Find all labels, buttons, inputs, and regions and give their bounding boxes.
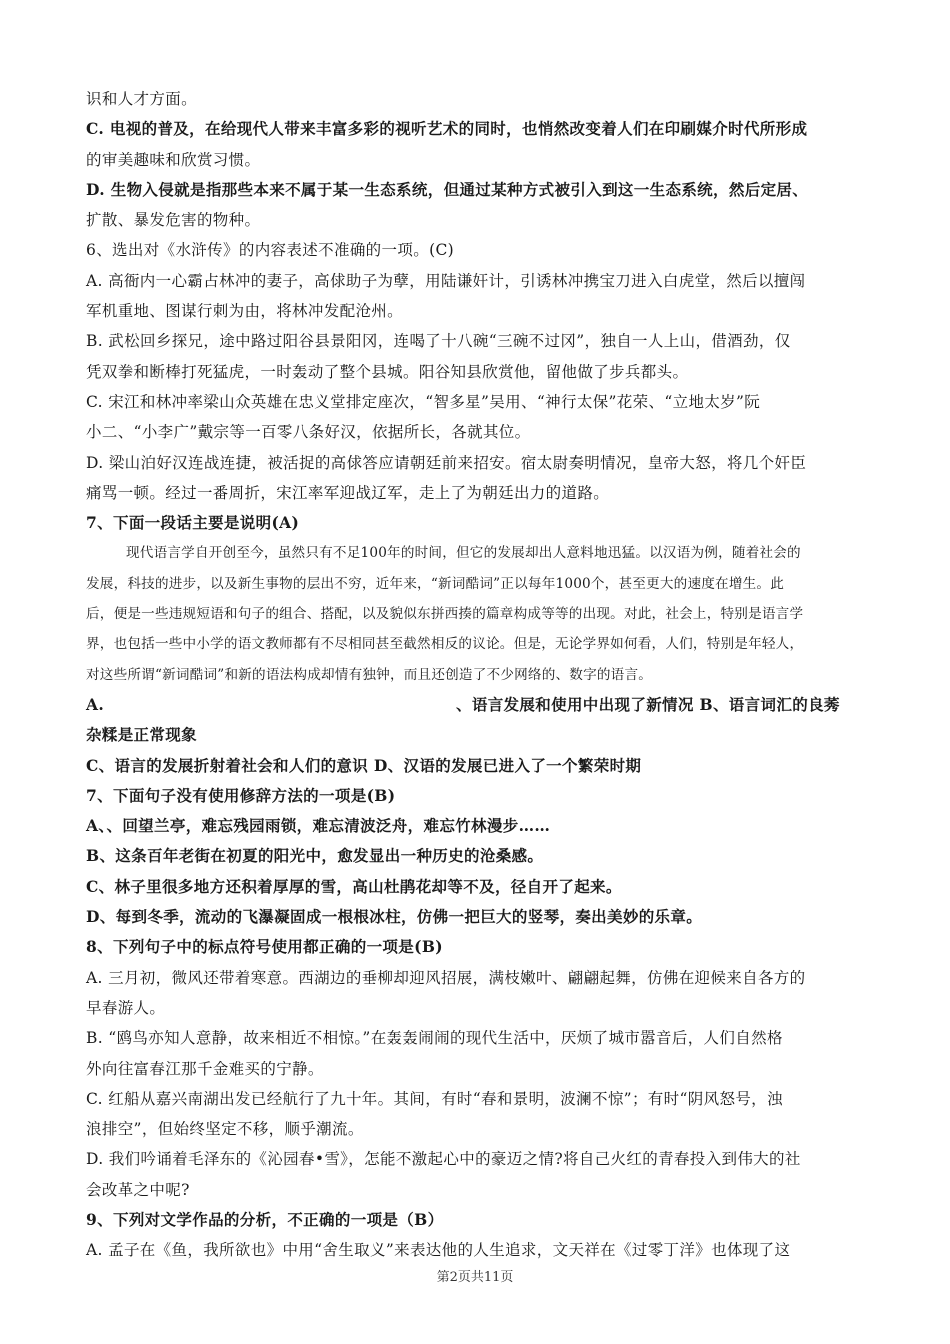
q8-option-a: A. 三月初，微风还带着寒意。西湖边的垂柳却迎风招展，满枝嫩叶、翩翩起舞，仿佛在迎候来自各方的: [86, 968, 806, 987]
text-line: 会改革之中呢?: [86, 1180, 190, 1199]
q7-option-a-label: A.: [86, 694, 105, 714]
option-c-line: C. 电视的普及，在给现代人带来丰富多彩的视听艺术的同时，也悄然改变着人们在印刷媒介时代所形成: [86, 119, 808, 139]
text-line: 军机重地、图谋行刺为由，将林冲发配沧州。: [86, 302, 404, 321]
text-line: 的审美趣味和欣赏习惯。: [86, 150, 261, 169]
q9-option-a: A. 孟子在《鱼，我所欲也》中用“舍生取义”来表达他的人生追求，文天祥在《过零丁洋》也体现了这: [86, 1241, 791, 1260]
text-line: 痛骂一顿。经过一番周折，宋江率军迎战辽军，走上了为朝廷出力的道路。: [86, 483, 610, 502]
reading-passage: [86, 538, 876, 689]
passage-line: 现代语言学自开创至今，虽然只有不足100年的时间，但它的发展却出人意料地迅猛。以汉语为例，随着社会的: [126, 545, 801, 562]
question-7b: 7、下面句子没有使用修辞方法的一项是(B): [86, 785, 396, 805]
text-line: 浪排空”，但始终坚定不移，顺乎潮流。: [86, 1120, 364, 1139]
option-d-line: D. 生物入侵就是指那些本来不属于某一生态系统，但通过某种方式被引入到这一生态系统，然后定居、: [86, 179, 809, 199]
q7b-option-d: D、每到冬季，流动的飞瀑凝固成一根根冰柱，仿佛一把巨大的竖琴，奏出美妙的乐章。: [86, 907, 703, 927]
passage-line: 界，也包括一些中小学的语文教师都有不尽相同甚至截然相反的议论。但是，无论学界如何看，人们，特别是年轻人，: [86, 636, 804, 653]
text-line: 杂糅是正常现象: [86, 725, 197, 745]
q6-option-d: D. 梁山泊好汉连战连捷，被活捉的高俅答应请朝廷前来招安。宿太尉奏明情况，皇帝大怒，将几个奸臣: [86, 453, 807, 472]
passage-line: 对这些所谓“新词酷词”和新的语法构成却情有独钟，而且还创造了不少网络的、数字的语言。: [86, 666, 653, 683]
page-content: [86, 84, 876, 1266]
q6-option-c: C. 宋江和林冲率梁山众英雄在忠义堂排定座次，“智多星”吴用、“神行太保”花荣、“立地太岁”阮: [86, 392, 761, 411]
q7-options-line: [86, 690, 876, 720]
text-line: 早春游人。: [86, 998, 166, 1017]
passage-line: 发展，科技的进步，以及新生事物的层出不穷，近年来，“新词酷词”正以每年1000个，甚至更大的速度在增生。此: [86, 575, 784, 592]
text-line: 识和人才方面。: [86, 90, 197, 108]
text-line: 扩散、暴发危害的物种。: [86, 211, 261, 230]
q7b-option-a: A、、回望兰亭，难忘残园雨锁，难忘清波泛舟，难忘竹林漫步……: [86, 816, 551, 836]
q7b-option-b: B、这条百年老街在初夏的阳光中，愈发显出一种历史的沧桑感。: [86, 846, 544, 866]
q7b-option-c: C、林子里很多地方还积着厚厚的雪，高山杜鹃花却等不及，径自开了起来。: [86, 876, 622, 896]
q8-option-c: C. 红船从嘉兴南湖出发已经航行了九十年。其间，有时“春和景明，波澜不惊”；有时“阴风怒号，浊: [86, 1089, 783, 1108]
question-6: 6、选出对《水浒传》的内容表述不准确的一项。(C): [86, 241, 455, 260]
q8-option-b: B. “鸥鸟亦知人意静，故来相近不相惊。”在轰轰闹闹的现代生活中，厌烦了城市嚣音后，人们自然格: [86, 1029, 783, 1048]
q8-option-d: D. 我们吟诵着毛泽东的《沁园春•雪》，怎能不激起心中的豪迈之情?将自己火红的青春投入到伟大的社: [86, 1150, 801, 1169]
question-9: 9、下列对文学作品的分析，不正确的一项是（B）: [86, 1209, 444, 1229]
q6-option-b: B. 武松回乡探兄，途中路过阳谷县景阳冈，连喝了十八碗“三碗不过冈”，独自一人上山，借酒劲，仅: [86, 332, 791, 351]
passage-line: 后，便是一些违规短语和句子的组合、搭配，以及貌似东拼西揍的篇章构成等等的出现。对此，社会上，特别是语言学: [86, 606, 804, 623]
text-line: 小二、“小李广”戴宗等一百零八条好汉，依据所长，各就其位。: [86, 423, 531, 442]
q7-option-a-b-text: 、语言发展和使用中出现了新情况 B、语言词汇的良莠: [456, 694, 840, 714]
question-7: 7、下面一段话主要是说明(A): [86, 513, 300, 533]
text-line: 外向往富春江那千金难买的宁静。: [86, 1059, 324, 1078]
page-footer: 第2页共11页: [436, 1270, 514, 1285]
question-8: 8、下列句子中的标点符号使用都正确的一项是(B): [86, 937, 443, 957]
q6-option-a: A. 高衙内一心霸占林冲的妻子，高俅助子为孽，用陆谦奸计，引诱林冲携宝刀进入白虎堂，然后以擅闯: [86, 271, 806, 290]
text-line: 凭双拳和断棒打死猛虎，一时轰动了整个县城。阳谷知县欣赏他，留他做了步兵都头。: [86, 362, 689, 381]
q7-options-cd: C、语言的发展折射着社会和人们的意识 D、汉语的发展已进入了一个繁荣时期: [86, 755, 642, 775]
